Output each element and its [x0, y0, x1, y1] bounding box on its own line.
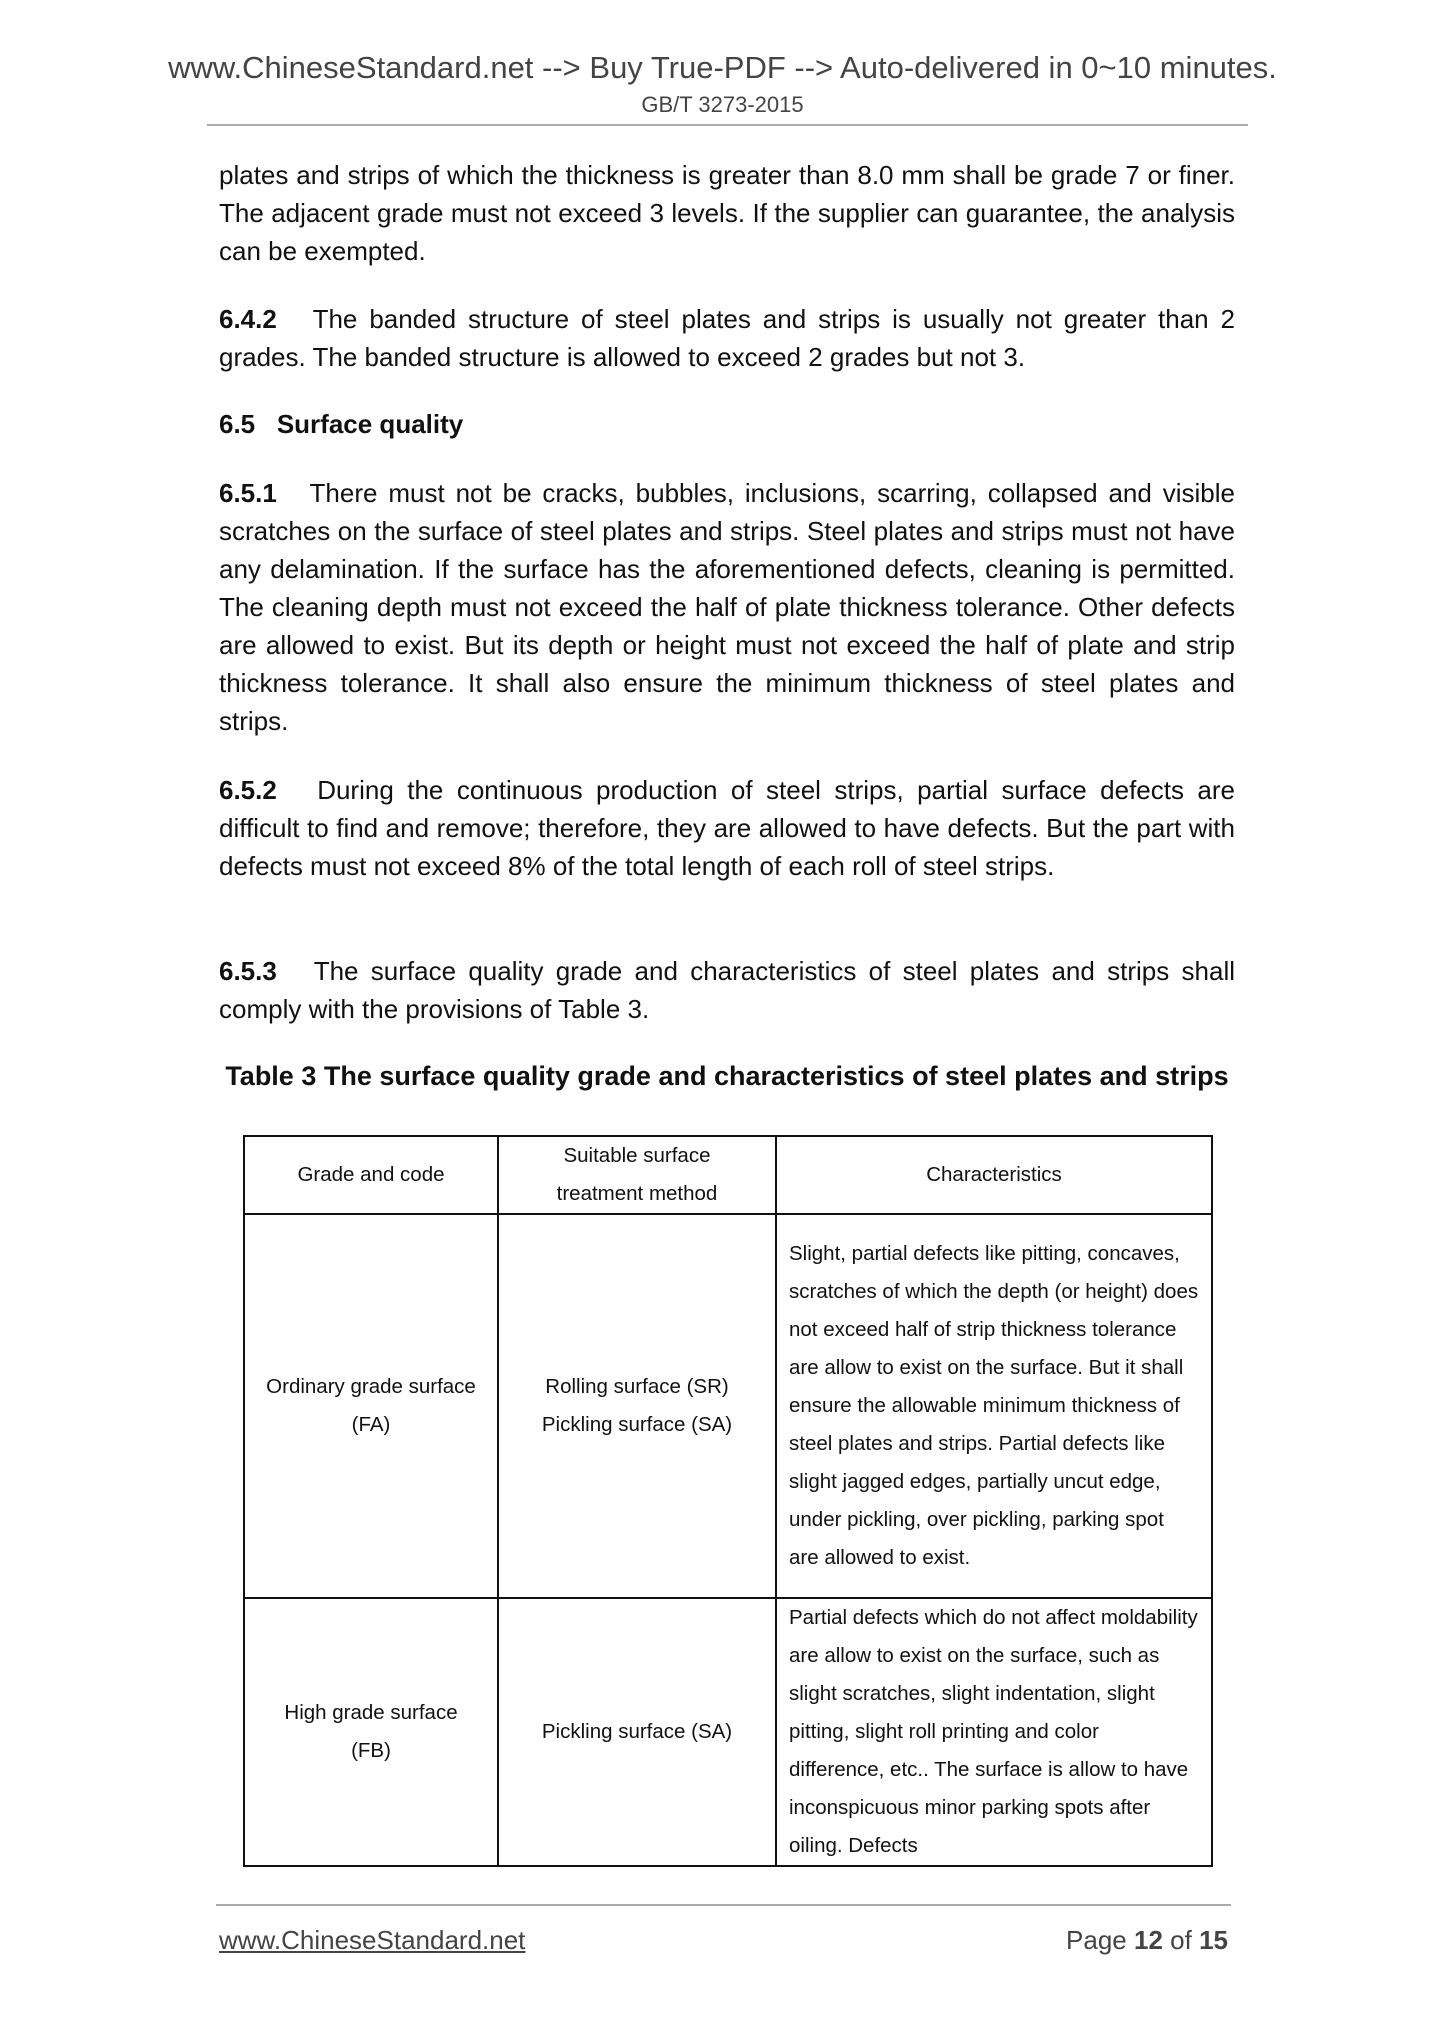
clause-number: 6.5.1 [219, 478, 277, 508]
doc-code: GB/T 3273-2015 [641, 92, 804, 117]
section-6-5-heading [219, 409, 463, 440]
header-banner: www.ChineseStandard.net --> Buy True-PDF --> Auto-delivered in 0~10 minutes. [168, 50, 1277, 85]
characteristics-cell: Slight, partial defects like pitting, concaves, scratches of which the depth (or height) does not exceed half of strip thickness tolerance are allow to exist on the surface. But it shall ensure the allowable minimum thickness of steel plates and strips. Partial defects like slight jagged edges, partially uncut edge, under pickling, over pickling, parking spot are allowed to exist. [776, 1214, 1212, 1598]
section-title: Surface quality [276, 409, 464, 439]
method-cell: Pickling surface (SA) [498, 1598, 776, 1866]
clause-number: 6.5.3 [219, 956, 277, 986]
current-page: 12 [1134, 1925, 1163, 1955]
table-header-row [244, 1136, 1212, 1214]
table-row [244, 1214, 1212, 1598]
table-title: Table 3 The surface quality grade and characteristics of steel plates and strips [225, 1061, 1229, 1091]
surface-quality-table [243, 1135, 1213, 1867]
total-pages: 15 [1199, 1925, 1228, 1955]
footer-divider [216, 1904, 1231, 1906]
clause-text: During the continuous production of steel strips, partial surface defects are difficult to find and remove; therefore, they are allowed to have defects. But the part with defects must not exceed 8% of the total length of each roll of steel strips. [219, 775, 1236, 881]
section-number: 6.5 [219, 409, 256, 439]
grade-cell: High grade surface (FB) [244, 1598, 498, 1866]
of-label: of [1170, 1925, 1192, 1955]
clause-6-5-3 [219, 952, 1235, 1028]
paragraph-continued: plates and strips of which the thickness is greater than 8.0 mm shall be grade 7 or finer. The adjacent grade must not exceed 3 levels. If the supplier can guarantee, the analysis can be exempted. [219, 160, 1235, 266]
clause-6-5-2 [219, 771, 1235, 885]
header-divider [207, 124, 1248, 126]
page-number [1066, 1925, 1228, 1956]
page-label: Page [1066, 1925, 1127, 1955]
clause-6-4-2 [219, 300, 1235, 376]
header-cell: Characteristics [776, 1136, 1212, 1214]
characteristics-cell: Partial defects which do not affect moldability are allow to exist on the surface, such as slight scratches, slight indentation, slight pitting, slight roll printing and color difference, etc.. The surface is allow to have inconspicuous minor parking spots after oiling. Defects [776, 1598, 1212, 1866]
header-cell: Suitable surface treatment method [498, 1136, 776, 1214]
clause-number: 6.4.2 [219, 304, 277, 334]
header-cell: Grade and code [244, 1136, 498, 1214]
footer-site-link[interactable]: www.ChineseStandard.net [219, 1925, 526, 1955]
grade-cell: Ordinary grade surface (FA) [244, 1214, 498, 1598]
clause-text: There must not be cracks, bubbles, inclusions, scarring, collapsed and visible scratches on the surface of steel plates and strips. Steel plates and strips must not have any delamination. If the surface has the aforementioned defects, cleaning is permitted. The cleaning depth must not exceed the half of plate thickness tolerance. Other defects are allowed to exist. But its depth or height must not exceed the half of plate and strip thickness tolerance. It shall also ensure the minimum thickness of steel plates and strips. [219, 478, 1235, 736]
clause-6-5-1 [219, 474, 1235, 740]
clause-text: The surface quality grade and characteristics of steel plates and strips shall comply with the provisions of Table 3. [219, 956, 1236, 1024]
table-row [244, 1598, 1212, 1866]
clause-text: The banded structure of steel plates and strips is usually not greater than 2 grades. The banded structure is allowed to exceed 2 grades but not 3. [219, 304, 1236, 372]
clause-number: 6.5.2 [219, 775, 277, 805]
method-cell: Rolling surface (SR) Pickling surface (SA) [498, 1214, 776, 1598]
